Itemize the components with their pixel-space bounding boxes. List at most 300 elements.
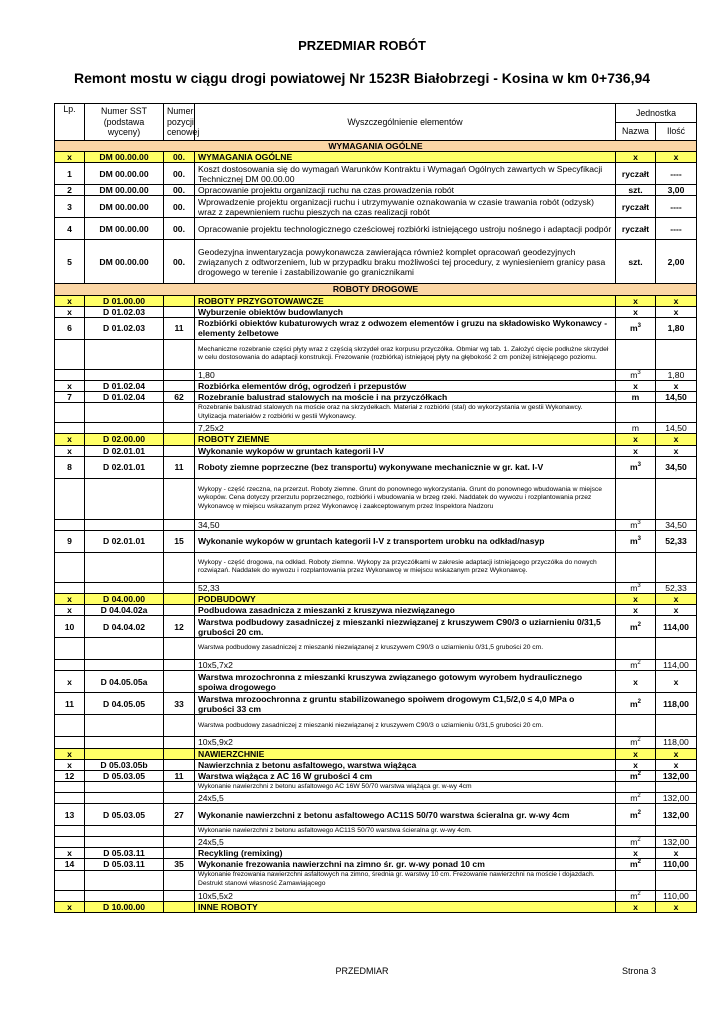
table-row <box>55 804 697 826</box>
lp-cell: 10 <box>55 616 85 638</box>
lp-cell <box>55 715 85 737</box>
calc-cell: 24x5,5 <box>195 792 616 803</box>
qty-cell <box>656 478 697 519</box>
qty-cell: 52,33 <box>656 530 697 552</box>
lp-cell <box>55 369 85 380</box>
lp-cell: 3 <box>55 196 85 218</box>
sst-cell: D 05.03.05b <box>85 759 164 770</box>
sst-cell <box>85 737 164 748</box>
qty-cell: x <box>656 380 697 391</box>
position-cell: 00. <box>164 163 195 185</box>
note-cell: Warstwa podbudowy zasadniczej z mieszanki niezwiązanej z kruszywem C90/3 o uziarnieniu 0/31,5 grubości 20 cm. <box>195 638 616 660</box>
sst-cell <box>85 339 164 369</box>
position-cell: 27 <box>164 804 195 826</box>
header-unit: Nazwa <box>616 123 656 141</box>
page-subtitle: Remont mostu w ciągu drogi powiatowej Nr 1523R Białobrzegi - Kosina w km 0+736,94 <box>73 70 651 86</box>
qty-cell: x <box>656 605 697 616</box>
description-cell: NAWIERZCHNIE <box>195 748 616 759</box>
lp-cell <box>55 660 85 671</box>
qty-cell: x <box>656 593 697 604</box>
lp-cell: 4 <box>55 218 85 240</box>
position-cell: 00. <box>164 152 195 163</box>
sst-cell <box>85 870 164 890</box>
position-cell: 00. <box>164 218 195 240</box>
lp-cell: x <box>55 759 85 770</box>
position-cell <box>164 848 195 859</box>
unit-cell: ryczałt <box>616 218 656 240</box>
qty-cell: 3,00 <box>656 185 697 196</box>
sst-cell: D 02.01.01 <box>85 456 164 478</box>
table-row <box>55 317 697 339</box>
note-cell: Wykonanie nawierzchni z betonu asfaltowego AC 16W 50/70 warstwa wiążąca gr. w-wy 4cm <box>195 781 616 792</box>
sst-cell <box>85 638 164 660</box>
table-row <box>55 295 697 306</box>
lp-cell: x <box>55 593 85 604</box>
lp-cell <box>55 638 85 660</box>
sst-cell: D 01.00.00 <box>85 295 164 306</box>
qty-cell: ---- <box>656 218 697 240</box>
unit-cell: $m^3$ <box>616 456 656 478</box>
calc-cell: 10x5,5x2 <box>195 890 616 901</box>
lp-cell: x <box>55 306 85 317</box>
sst-cell: DM 00.00.00 <box>85 185 164 196</box>
unit-cell: m <box>616 392 656 403</box>
unit-cell: $m^2$ <box>616 616 656 638</box>
qty-cell: 118,00 <box>656 737 697 748</box>
page-title: PRZEDMIAR ROBÓT <box>298 38 426 53</box>
position-cell <box>164 605 195 616</box>
lp-cell <box>55 582 85 593</box>
table-row <box>55 163 697 185</box>
unit-cell: x <box>616 848 656 859</box>
qty-cell: ---- <box>656 163 697 185</box>
unit-cell <box>616 781 656 792</box>
table-row <box>55 152 697 163</box>
qty-cell: x <box>656 671 697 693</box>
sst-cell <box>85 369 164 380</box>
position-cell <box>164 837 195 848</box>
unit-cell: $m^2$ <box>616 890 656 901</box>
qty-cell: 14,50 <box>656 392 697 403</box>
lp-cell: x <box>55 295 85 306</box>
position-cell: 00. <box>164 196 195 218</box>
description-cell: Wykonanie wykopów w gruntach kategorii I-V <box>195 445 616 456</box>
section-title: WYMAGANIA OGÓLNE <box>55 141 697 152</box>
table-row <box>55 890 697 901</box>
lp-cell: x <box>55 380 85 391</box>
position-cell: 11 <box>164 456 195 478</box>
description-cell: Podbudowa zasadnicza z mieszanki z kruszywa niezwiązanego <box>195 605 616 616</box>
lp-cell <box>55 792 85 803</box>
table-row <box>55 519 697 530</box>
lp-cell <box>55 826 85 837</box>
unit-cell: ryczałt <box>616 163 656 185</box>
lp-cell: x <box>55 848 85 859</box>
lp-cell <box>55 403 85 423</box>
position-cell: 11 <box>164 770 195 781</box>
description-cell: Warstwa wiążąca z AC 16 W grubości 4 cm <box>195 770 616 781</box>
qty-cell: x <box>656 759 697 770</box>
lp-cell: x <box>55 901 85 912</box>
sst-cell: DM 00.00.00 <box>85 196 164 218</box>
table-row <box>55 403 697 423</box>
table-row <box>55 671 697 693</box>
unit-cell <box>616 826 656 837</box>
lp-cell: 8 <box>55 456 85 478</box>
unit-cell: $m^3$ <box>616 317 656 339</box>
description-cell: Wykonanie frezowania nawierzchni na zimno śr. gr. w-wy ponad 10 cm <box>195 859 616 870</box>
lp-cell: x <box>55 748 85 759</box>
table-row <box>55 218 697 240</box>
qty-cell: x <box>656 306 697 317</box>
header-unit-group: Jednostka <box>616 104 697 123</box>
table-row <box>55 478 697 519</box>
unit-cell: x <box>616 605 656 616</box>
sst-cell: D 04.05.05a <box>85 671 164 693</box>
sst-cell <box>85 552 164 582</box>
table-row <box>55 185 697 196</box>
lp-cell <box>55 339 85 369</box>
position-cell <box>164 519 195 530</box>
section-title: ROBOTY DROGOWE <box>55 284 697 295</box>
sst-cell: D 04.05.05 <box>85 693 164 715</box>
unit-cell: szt. <box>616 240 656 284</box>
unit-cell: x <box>616 380 656 391</box>
unit-cell: x <box>616 901 656 912</box>
qty-cell: 114,00 <box>656 616 697 638</box>
unit-cell <box>616 638 656 660</box>
section-row <box>55 141 697 152</box>
unit-cell: m <box>616 423 656 434</box>
unit-cell: $m^3$ <box>616 369 656 380</box>
sst-cell: DM 00.00.00 <box>85 152 164 163</box>
qty-cell: 110,00 <box>656 859 697 870</box>
sst-cell <box>85 582 164 593</box>
position-cell <box>164 715 195 737</box>
table-row <box>55 770 697 781</box>
sst-cell: D 05.03.11 <box>85 848 164 859</box>
sst-cell <box>85 660 164 671</box>
position-cell <box>164 781 195 792</box>
table-row <box>55 196 697 218</box>
description-cell: Koszt dostosowania się do wymagań Warunków Kontraktu i Wymagań Ogólnych zawartych w Specyfikacji Technicznej DM 00.00.00 <box>195 163 616 185</box>
position-cell <box>164 339 195 369</box>
sst-cell: D 05.03.11 <box>85 859 164 870</box>
position-cell <box>164 792 195 803</box>
position-cell <box>164 552 195 582</box>
qty-cell: 34,50 <box>656 456 697 478</box>
qty-cell: 2,00 <box>656 240 697 284</box>
position-cell: 33 <box>164 693 195 715</box>
table-row <box>55 240 697 284</box>
lp-cell: 5 <box>55 240 85 284</box>
qty-cell: 1,80 <box>656 369 697 380</box>
table-row <box>55 392 697 403</box>
table-row <box>55 552 697 582</box>
lp-cell <box>55 781 85 792</box>
table-row <box>55 616 697 638</box>
table-row <box>55 445 697 456</box>
unit-cell: x <box>616 671 656 693</box>
position-cell <box>164 295 195 306</box>
lp-cell <box>55 737 85 748</box>
sst-cell: D 05.03.05 <box>85 804 164 826</box>
position-cell <box>164 423 195 434</box>
qty-cell <box>656 339 697 369</box>
description-cell: Warstwa mrozochronna z mieszanki kruszywa związanego gotowym wyrobem hydraulicznego spoiwa drogowego <box>195 671 616 693</box>
qty-cell: 110,00 <box>656 890 697 901</box>
qty-cell <box>656 638 697 660</box>
page-number: Strona 3 <box>622 966 657 976</box>
sst-cell <box>85 837 164 848</box>
unit-cell: $m^2$ <box>616 770 656 781</box>
table-row <box>55 693 697 715</box>
header-sst: Numer SST (podstawa wyceny) <box>85 104 164 141</box>
lp-cell: 12 <box>55 770 85 781</box>
position-cell <box>164 660 195 671</box>
qty-cell: x <box>656 848 697 859</box>
table-row <box>55 593 697 604</box>
qty-cell <box>656 781 697 792</box>
position-cell <box>164 826 195 837</box>
description-cell: INNE ROBOTY <box>195 901 616 912</box>
lp-cell <box>55 423 85 434</box>
qty-cell: 1,80 <box>656 317 697 339</box>
table-row <box>55 781 697 792</box>
lp-cell: 2 <box>55 185 85 196</box>
position-cell <box>164 890 195 901</box>
description-cell: Recykling (remixing) <box>195 848 616 859</box>
position-cell <box>164 870 195 890</box>
unit-cell: $m^3$ <box>616 519 656 530</box>
table-row <box>55 369 697 380</box>
description-cell: Opracowanie projektu technologicznego cześciowej rozbiórki istniejącego ustroju nośnego i adaptacji podpór <box>195 218 616 240</box>
sst-cell: D 10.00.00 <box>85 901 164 912</box>
note-cell: Wykopy - część drogowa, na odkład. Roboty ziemne. Wykopy za przyczółkami w zakresie adaptacji istniejącego przyczółka do nowych rozwiązań. Naddatek do wywozu i rozplantowania przez Wykonawcę w miejscu wskazanym przez Wykonawcę. <box>195 552 616 582</box>
unit-cell: $m^3$ <box>616 530 656 552</box>
lp-cell: 14 <box>55 859 85 870</box>
position-cell: 11 <box>164 317 195 339</box>
note-cell: Warstwa podbudowy zasadniczej z mieszanki niezwiązanej z kruszywem C90/3 o uziarnieniu 0/31,5 grubości 20 cm. <box>195 715 616 737</box>
unit-cell <box>616 403 656 423</box>
position-cell <box>164 593 195 604</box>
lp-cell: 1 <box>55 163 85 185</box>
lp-cell: 6 <box>55 317 85 339</box>
sst-cell <box>85 826 164 837</box>
calc-cell: 34,50 <box>195 519 616 530</box>
table-row <box>55 748 697 759</box>
table-row <box>55 380 697 391</box>
position-cell <box>164 737 195 748</box>
lp-cell: 7 <box>55 392 85 403</box>
position-cell <box>164 380 195 391</box>
qty-cell: 132,00 <box>656 837 697 848</box>
description-cell: Nawierzchnia z betonu asfaltowego, warstwa wiążąca <box>195 759 616 770</box>
unit-cell: x <box>616 748 656 759</box>
table-row <box>55 638 697 660</box>
description-cell: Wykonanie wykopów w gruntach kategorii I-V z transportem urobku na odkład/nasyp <box>195 530 616 552</box>
position-cell <box>164 306 195 317</box>
lp-cell: x <box>55 671 85 693</box>
table-row <box>55 737 697 748</box>
lp-cell <box>55 870 85 890</box>
header-description: Wyszczególnienie elementów <box>195 104 616 141</box>
calc-cell: 10x5,9x2 <box>195 737 616 748</box>
position-cell <box>164 445 195 456</box>
table-row <box>55 826 697 837</box>
header-position: Numer pozycji cenowej <box>164 104 195 141</box>
header-qty: Ilość <box>656 123 697 141</box>
qty-cell: x <box>656 445 697 456</box>
qty-cell: 14,50 <box>656 423 697 434</box>
qty-cell: 34,50 <box>656 519 697 530</box>
qty-cell: 132,00 <box>656 804 697 826</box>
sst-cell: D 02.01.01 <box>85 445 164 456</box>
table-row <box>55 792 697 803</box>
unit-cell: $m^2$ <box>616 792 656 803</box>
sst-cell: D 02.00.00 <box>85 434 164 445</box>
table-row <box>55 837 697 848</box>
calc-cell: 1,80 <box>195 369 616 380</box>
qty-cell: x <box>656 434 697 445</box>
sst-cell: DM 00.00.00 <box>85 163 164 185</box>
unit-cell <box>616 552 656 582</box>
qty-cell: 118,00 <box>656 693 697 715</box>
note-cell: Rozebranie balustrad stalowych na moście oraz na skrzydełkach. Materiał z rozbiórki (stal) do wykorzystania w gestii Wykonawcy. Utylizacja materiałów z rozbiórki w gestii Wykonawcy. <box>195 403 616 423</box>
description-cell: ROBOTY ZIEMNE <box>195 434 616 445</box>
qty-cell <box>656 403 697 423</box>
qty-cell <box>656 870 697 890</box>
table-row <box>55 456 697 478</box>
sst-cell <box>85 478 164 519</box>
unit-cell: x <box>616 152 656 163</box>
lp-cell: x <box>55 445 85 456</box>
qty-cell <box>656 552 697 582</box>
table-row <box>55 715 697 737</box>
lp-cell: x <box>55 152 85 163</box>
calc-cell: 10x5,7x2 <box>195 660 616 671</box>
unit-cell: x <box>616 434 656 445</box>
qty-cell <box>656 826 697 837</box>
position-cell: 15 <box>164 530 195 552</box>
qty-cell: x <box>656 901 697 912</box>
unit-cell <box>616 870 656 890</box>
qty-cell: 114,00 <box>656 660 697 671</box>
table-row <box>55 660 697 671</box>
sst-cell: DM 00.00.00 <box>85 218 164 240</box>
sst-cell: D 01.02.04 <box>85 392 164 403</box>
qty-cell: x <box>656 295 697 306</box>
note-cell: Wykonanie nawierzchni z betonu asfaltowego AC11S 50/70 warstwa ścieralna gr. w-wy 4cm. <box>195 826 616 837</box>
position-cell <box>164 759 195 770</box>
calc-cell: 52,33 <box>195 582 616 593</box>
description-cell: Warstwa mrozoochronna z gruntu stabilizowanego spoiwem drogowym C1,5/2,0 ≤ 4,0 MPa o grubości 33 cm <box>195 693 616 715</box>
description-cell: Roboty ziemne poprzeczne (bez transportu) wykonywane mechanicznie w gr. kat. I-V <box>195 456 616 478</box>
bill-of-quantities-table <box>54 103 697 913</box>
description-cell: PODBUDOWY <box>195 593 616 604</box>
sst-cell <box>85 423 164 434</box>
position-cell <box>164 671 195 693</box>
qty-cell: 52,33 <box>656 582 697 593</box>
position-cell: 62 <box>164 392 195 403</box>
sst-cell <box>85 519 164 530</box>
note-cell: Wykopy - część rzeczna, na przerzut. Roboty ziemne. Grunt do ponownego wykorzystania. Grunt do ponownego wbudowania w miejsce wykopów. Cena dotyczy przerzutu poprzecznego, rozbiórki i wbudowania w brzeg rzeki. Naddatek do wywozu i rozplantowania przez Wykonawcę w miejscu wskazanym przez Wykonawcę i zaakceptowanym przez Inspektora Nadzoru <box>195 478 616 519</box>
unit-cell: $m^2$ <box>616 737 656 748</box>
sst-cell <box>85 715 164 737</box>
unit-cell: $m^2$ <box>616 693 656 715</box>
description-cell: Rozebranie balustrad stalowych na moście i na przyczółkach <box>195 392 616 403</box>
table-body <box>55 141 697 913</box>
table-row <box>55 848 697 859</box>
note-cell: Mechaniczne rozebranie części płyty wraz z częścią skrzydeł oraz korpusu przyczółka. Obmiar wg tab. 1. Założyć cięcie podłużne skrzydeł w celu dostosowania do adaptacji konstrukcji. Frezowanie (rozbiórka) istniejącej płyty na głębokość 2 cm poniżej istniejącego poziomu. <box>195 339 616 369</box>
position-cell <box>164 403 195 423</box>
unit-cell: $m^3$ <box>616 582 656 593</box>
lp-cell <box>55 519 85 530</box>
sst-cell: DM 00.00.00 <box>85 240 164 284</box>
table-row <box>55 434 697 445</box>
sst-cell <box>85 781 164 792</box>
sst-cell: D 02.01.01 <box>85 530 164 552</box>
footer-label: PRZEDMIAR <box>335 966 389 976</box>
unit-cell: x <box>616 759 656 770</box>
sst-cell <box>85 890 164 901</box>
sst-cell: D 01.02.03 <box>85 306 164 317</box>
sst-cell: D 04.04.02 <box>85 616 164 638</box>
calc-cell: 24x5,5 <box>195 837 616 848</box>
description-cell: Geodezyjna inwentaryzacja powykonawcza zawierająca również komplet opracowań geodezyjnych związanych z odtworzeniem, lub w przypadku braku możliwości tej procedury, z wyniesieniem granicy pasa drogowego w terenie i zastabilizowanie go granicznikami <box>195 240 616 284</box>
description-cell: WYMAGANIA OGÓLNE <box>195 152 616 163</box>
qty-cell: x <box>656 152 697 163</box>
description-cell: Rozbiórka elementów dróg, ogrodzeń i przepustów <box>195 380 616 391</box>
table-row <box>55 870 697 890</box>
table-row <box>55 306 697 317</box>
description-cell: Rozbiórki obiektów kubaturowych wraz z odwozem elementów i gruzu na składowisko Wykonawcy - elementy żelbetowe <box>195 317 616 339</box>
unit-cell <box>616 715 656 737</box>
qty-cell: 132,00 <box>656 770 697 781</box>
description-cell: Opracowanie projektu organizacji ruchu na czas prowadzenia robót <box>195 185 616 196</box>
unit-cell: $m^2$ <box>616 859 656 870</box>
description-cell: Wykonanie nawierzchni z betonu asfaltowego AC11S 50/70 warstwa ścieralna gr. w-wy 4cm <box>195 804 616 826</box>
position-cell <box>164 748 195 759</box>
description-cell: ROBOTY PRZYGOTOWAWCZE <box>195 295 616 306</box>
unit-cell: x <box>616 445 656 456</box>
table-row <box>55 530 697 552</box>
sst-cell: D 04.00.00 <box>85 593 164 604</box>
unit-cell <box>616 339 656 369</box>
note-cell: Wykonanie frezowania nawierzchni asfaltowych na zimno, średnia gr. warstwy 10 cm. Frezowanie nawierzchni na moście i dojazdach. Destrukt stanowi własność Zamawiającego <box>195 870 616 890</box>
lp-cell: x <box>55 605 85 616</box>
unit-cell: x <box>616 295 656 306</box>
unit-cell: ryczałt <box>616 196 656 218</box>
table-row <box>55 423 697 434</box>
unit-cell: $m^2$ <box>616 837 656 848</box>
lp-cell: x <box>55 434 85 445</box>
header-lp: Lp. <box>55 104 85 141</box>
sst-cell <box>85 748 164 759</box>
qty-cell: ---- <box>656 196 697 218</box>
lp-cell <box>55 478 85 519</box>
table-row <box>55 901 697 912</box>
qty-cell <box>656 715 697 737</box>
lp-cell <box>55 837 85 848</box>
sst-cell: D 05.03.05 <box>85 770 164 781</box>
unit-cell: x <box>616 306 656 317</box>
table-row <box>55 759 697 770</box>
position-cell: 12 <box>164 616 195 638</box>
unit-cell <box>616 478 656 519</box>
description-cell: Wprowadzenie projektu organizacji ruchu i utrzymywanie oznakowania w czasie trawania robót (odzysk) wraz z zapewnieniem ruchu pieszych na czas realizacji robót <box>195 196 616 218</box>
section-row <box>55 284 697 295</box>
